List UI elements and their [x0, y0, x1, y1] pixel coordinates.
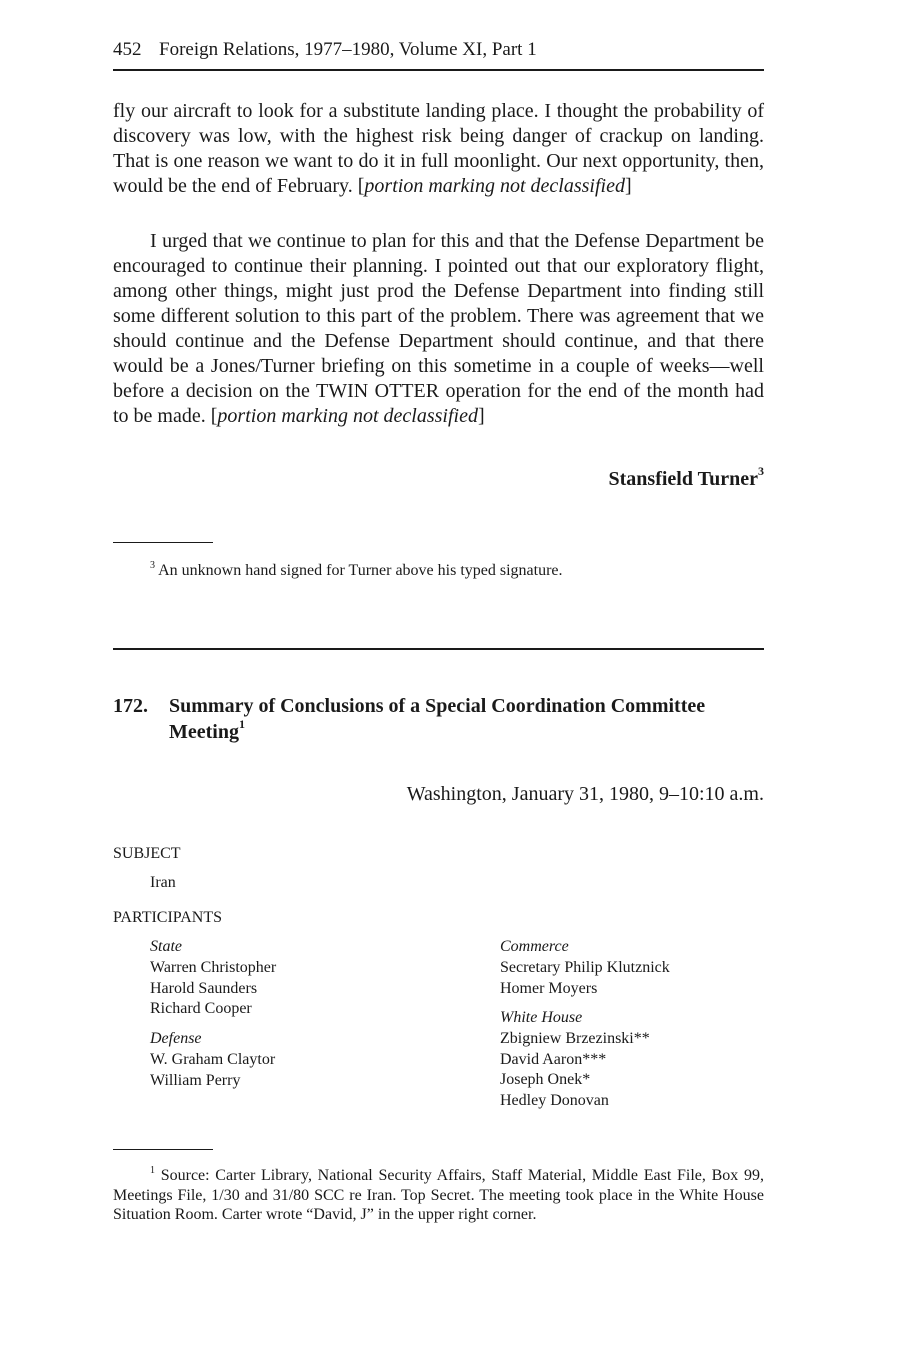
footnote-3-text: An unknown hand signed for Turner above his typed signature.: [158, 562, 563, 579]
participant-name: Harold Saunders: [150, 979, 258, 997]
signature-footnote-ref[interactable]: 3: [758, 464, 764, 479]
participant-name: Hedley Donovan: [500, 1092, 609, 1110]
footnote-3: [113, 561, 764, 581]
footnote-1-text: Source: Carter Library, National Security Affairs, Staff Material, Middle East File, Box 99, Meetings File, 1/30 and 31/80 SCC re Iran. Top Secret. The meeting took place in the White House Situation Room. Carter wrote “David, J” in the upper right corner.: [113, 1167, 764, 1223]
paragraph-1-text: fly our aircraft to look for a substitute landing place. I thought the probability of discovery was low, with the highest risk being danger of crackup on landing. That is one reason we want to do it in full moonlight. Our next opportunity, then, would be the end of February.: [113, 100, 764, 197]
participants-commerce: [500, 937, 670, 999]
paragraph-2-text: I urged that we continue to plan for this and that the Defense Department be encouraged to continue their planning. I pointed out that our exploratory flight, among other things, might just prod the Defense Department into finding still some different solution to this part of the problem. There was agreement that we should continue and the Defense Department should continue, and that there would be a Jones/Turner briefing on this sometime in a couple of weeks—well before a decision on the TWIN OTTER operation for the end of the month had to be made.: [113, 230, 764, 427]
participants-white-house: [500, 1008, 650, 1112]
signature-name: Stansfield Turner: [608, 468, 758, 490]
dateline: Washington, January 31, 1980, 9–10:10 a.m.: [406, 783, 764, 805]
running-head: [113, 38, 764, 62]
volume-title: Foreign Relations, 1977–1980, Volume XI, Part 1: [159, 39, 537, 60]
page-number: 452: [113, 39, 142, 60]
section-rule: [113, 648, 764, 650]
document-number: 172.: [113, 695, 148, 717]
participant-name: David Aaron***: [500, 1050, 607, 1068]
title-footnote-ref[interactable]: 1: [238, 717, 245, 732]
continued-paragraph-2: I urged that we continue to plan for this and that the Defense Department be encouraged to continue their planning. I pointed out that our exploratory flight, among other things, might just prod the Defense Department into finding still some different solution to this part of the problem. There was agreement that we should continue and the Defense Department should continue, and that there would be a Jones/Turner briefing on this sometime in a couple of weeks—well before a decision on the TWIN OTTER operation for the end of the month had to be made. [portion marking not declassified]: [113, 230, 764, 427]
participant-name: William Perry: [150, 1071, 241, 1089]
portion-marking-1: portion marking not declassified: [364, 175, 625, 197]
participant-name: Secretary Philip Klutznick: [500, 958, 670, 976]
group-label-commerce: Commerce: [500, 938, 569, 955]
signature: [608, 464, 764, 492]
header-rule: [113, 69, 764, 71]
footnote-rule: [113, 1149, 213, 1150]
participant-name: Richard Cooper: [150, 1000, 252, 1018]
participant-name: Zbigniew Brzezinski**: [500, 1029, 650, 1047]
group-label-defense: Defense: [150, 1030, 202, 1047]
participants-state: [150, 937, 276, 1020]
footnote-1: [113, 1166, 764, 1225]
group-label-state: State: [150, 938, 182, 955]
footnote-1-number: 1: [150, 1164, 155, 1176]
participant-name: Warren Christopher: [150, 958, 277, 976]
portion-marking-2: portion marking not declassified: [217, 405, 478, 427]
participant-name: Homer Moyers: [500, 979, 598, 997]
participants-defense: [150, 1029, 275, 1091]
subject-value: Iran: [150, 874, 176, 891]
participant-name: Joseph Onek*: [500, 1071, 591, 1089]
group-label-white-house: White House: [500, 1009, 583, 1026]
participants-label: PARTICIPANTS: [113, 909, 223, 926]
continued-paragraph-1: fly our aircraft to look for a substitute landing place. I thought the probability of discovery was low, with the highest risk being danger of crackup on landing. That is one reason we want to do it in full moonlight. Our next opportunity, then, would be the end of February. [portion marking not declassified]: [113, 100, 764, 197]
footnote-3-number: 3: [150, 559, 155, 571]
document-title: [169, 693, 729, 745]
participant-name: W. Graham Claytor: [150, 1050, 276, 1068]
subject-label: SUBJECT: [113, 845, 181, 862]
footnote-rule: [113, 542, 213, 543]
document-title-text: Summary of Conclusions of a Special Coordination Committee Meeting: [169, 695, 706, 743]
